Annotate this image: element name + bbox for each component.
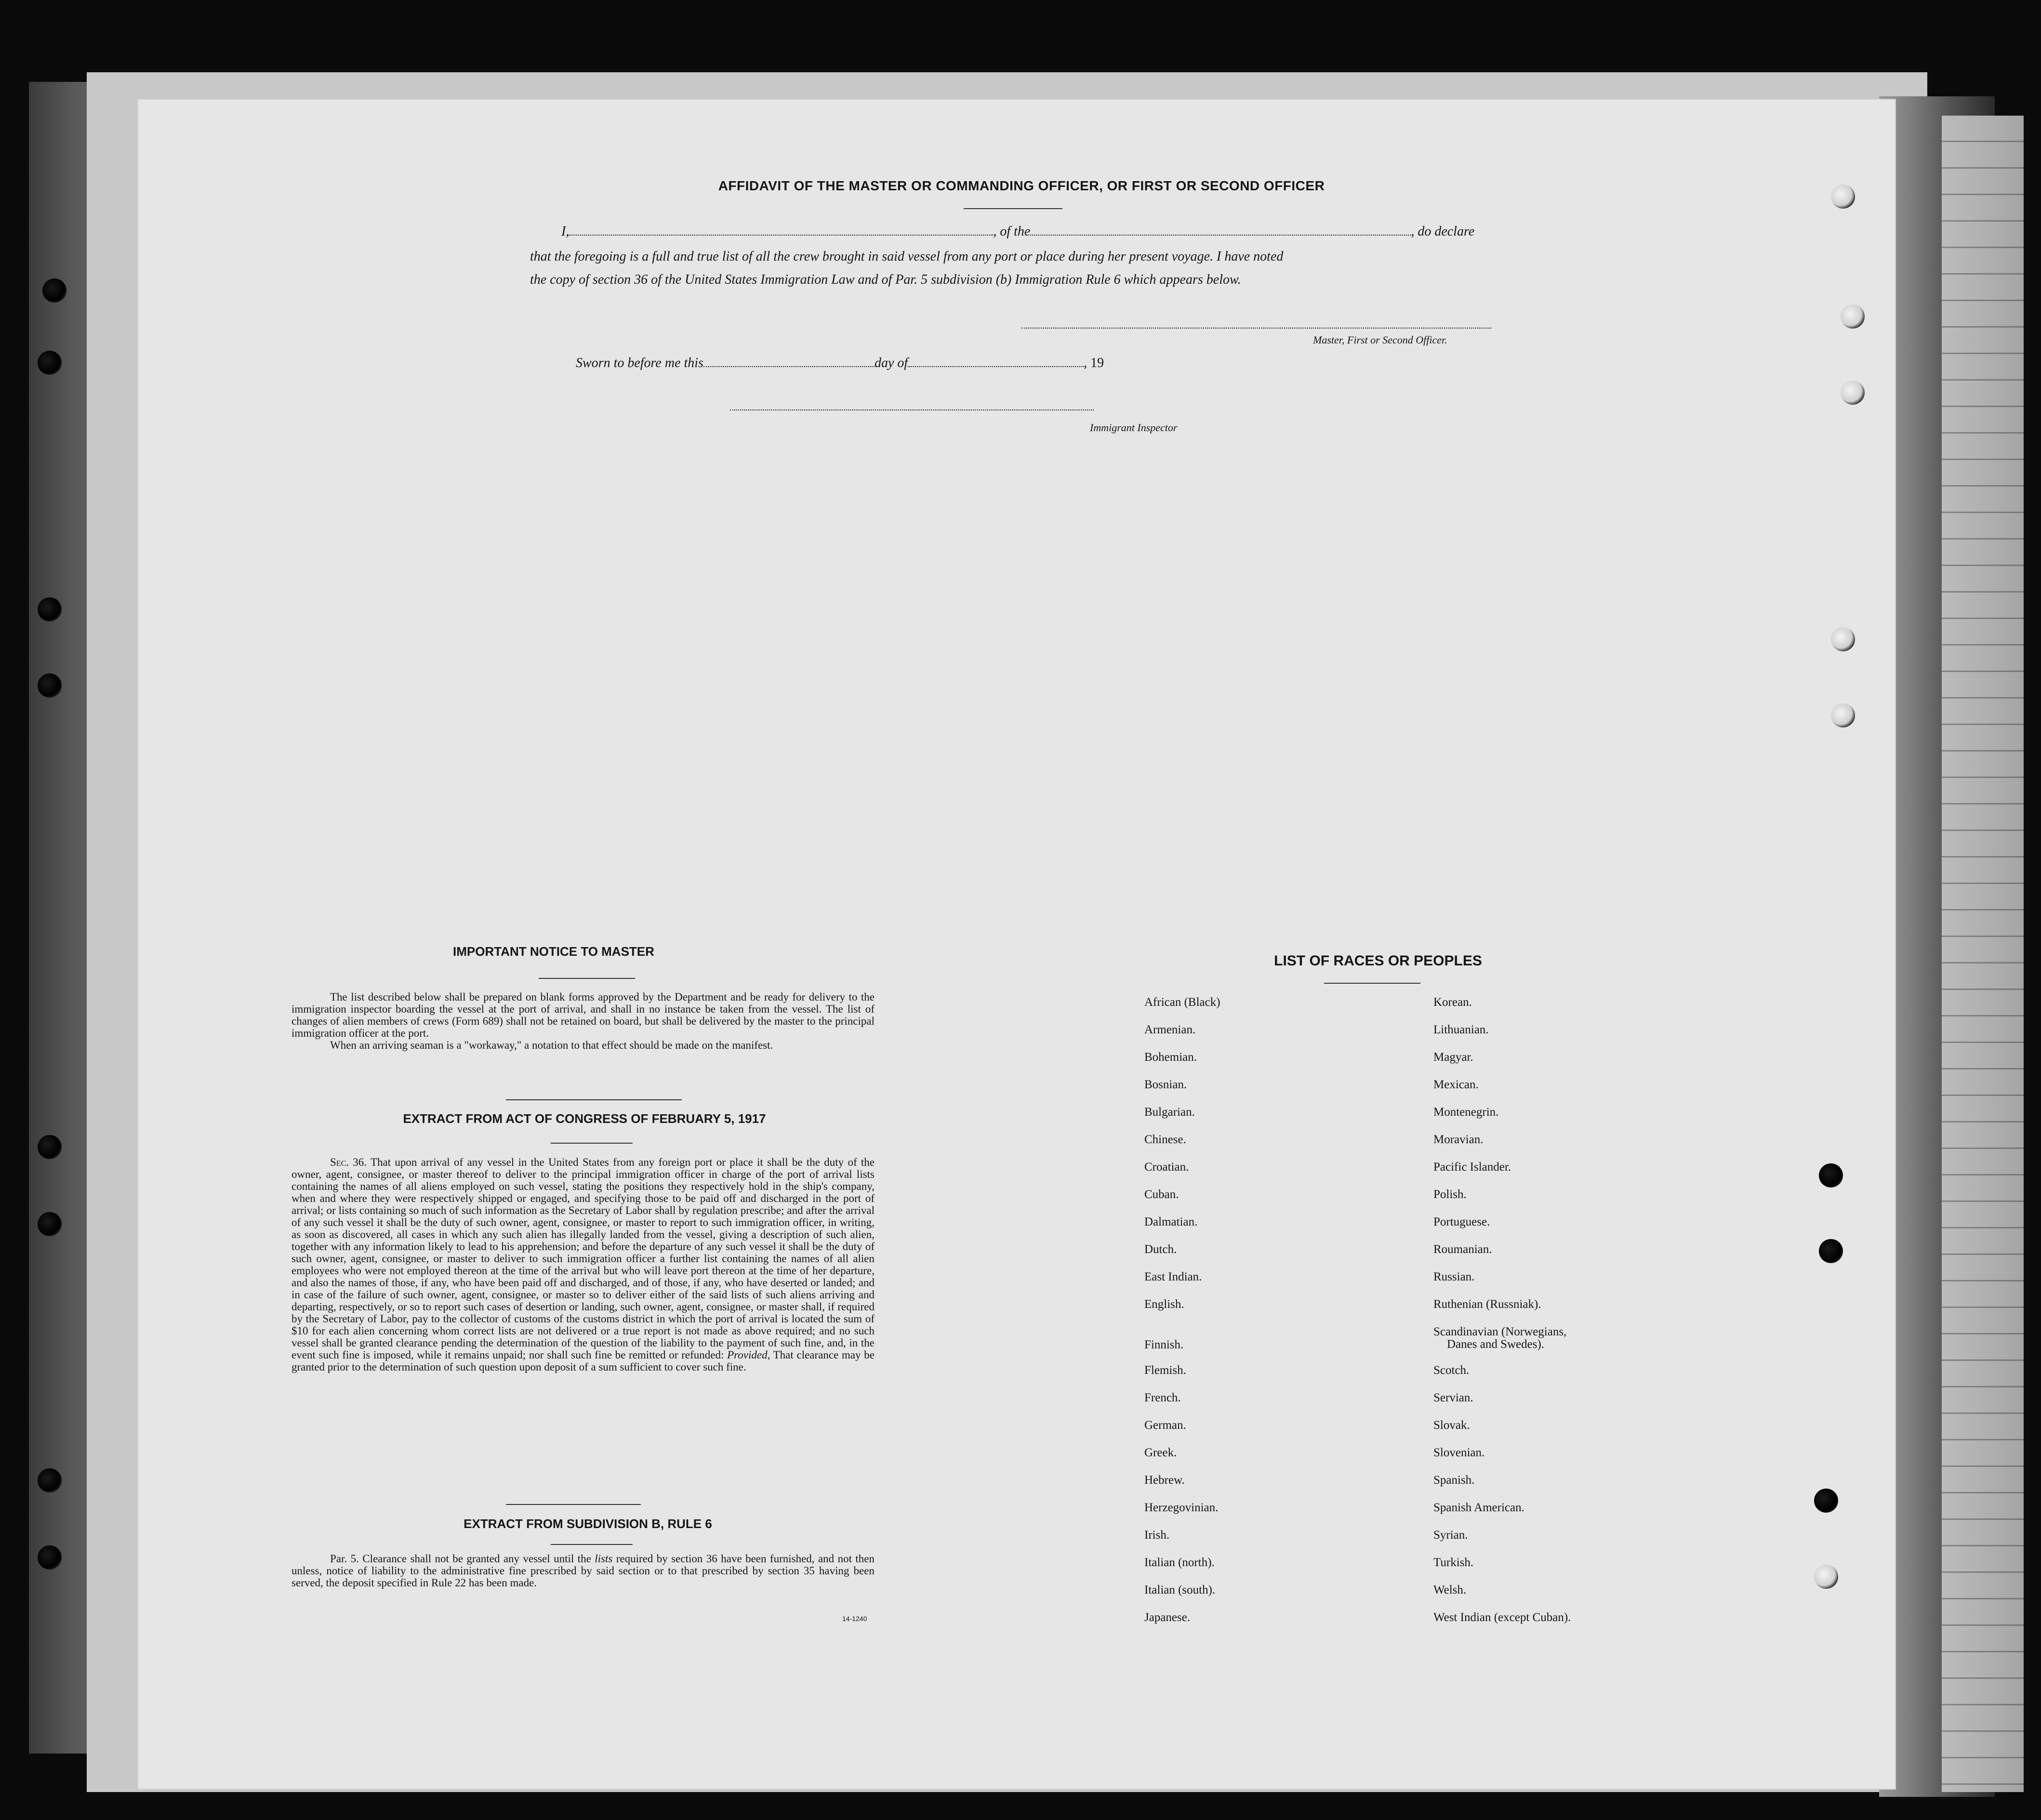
extract-rule-paragraph <box>292 1553 875 1589</box>
race-item <box>1144 1364 1220 1392</box>
race-item <box>1144 1447 1220 1474</box>
race-label-continued: Danes and Swedes). <box>1447 1338 1545 1351</box>
punch-hole <box>1841 304 1865 329</box>
extract-act-paragraph <box>292 1156 875 1373</box>
sworn-year: , 19 <box>1084 356 1104 370</box>
races-underline <box>1324 983 1420 984</box>
race-label: Greek. <box>1144 1446 1177 1459</box>
binder-hole <box>38 351 62 375</box>
punch-hole <box>1841 381 1865 405</box>
title-underline <box>964 208 1062 209</box>
binder-hole <box>42 278 66 303</box>
race-label: Pacific Islander. <box>1433 1161 1511 1174</box>
race-label: Polish. <box>1433 1188 1467 1201</box>
ledger-page-edge <box>1942 116 2024 1792</box>
lists-word: lists <box>595 1553 613 1565</box>
binder-hole <box>38 1545 62 1569</box>
race-item <box>1144 1134 1220 1161</box>
race-label: Chinese. <box>1144 1133 1186 1146</box>
race-item <box>1433 1584 1571 1611</box>
race-label: Croatian. <box>1144 1161 1189 1174</box>
race-item <box>1433 1298 1571 1326</box>
inspector-signature-label: Immigrant Inspector <box>1090 422 1178 434</box>
race-label: Scotch. <box>1433 1364 1470 1377</box>
race-label: Armenian. <box>1144 1023 1196 1036</box>
race-label: Korean. <box>1433 996 1472 1009</box>
race-label: Italian (south). <box>1144 1583 1216 1596</box>
race-label: Servian. <box>1433 1391 1473 1404</box>
races-left-column <box>1144 996 1220 1639</box>
extract-act-separator <box>506 1504 641 1505</box>
extract-act-body <box>292 1156 875 1373</box>
extract-rule-underline <box>551 1544 633 1545</box>
inspector-signature-line[interactable] <box>730 409 1094 411</box>
race-item <box>1433 1419 1571 1447</box>
race-label: Montenegrin. <box>1433 1106 1499 1119</box>
race-label: Herzegovinian. <box>1144 1501 1219 1514</box>
binder-hole <box>38 1135 62 1159</box>
race-label: English. <box>1144 1298 1184 1311</box>
extract-act-text-2: That clearance may be granted prior to the determination of such question upon deposit of a sum sufficient to cover such fine. <box>292 1349 875 1373</box>
race-item <box>1433 1079 1571 1106</box>
race-label: Syrian. <box>1433 1529 1468 1542</box>
race-label: Ruthenian (Russniak). <box>1433 1298 1541 1311</box>
race-label: Slovenian. <box>1433 1446 1485 1459</box>
race-item <box>1433 1024 1571 1051</box>
name-blank[interactable] <box>569 225 993 236</box>
race-item <box>1433 1134 1571 1161</box>
binder-hole <box>38 1468 62 1492</box>
notice-paragraph-1: The list described below shall be prepared on blank forms approved by the Department and be ready for delivery to the immigration inspector boarding the vessel at the port of arrival, and shall in no instance be taken from the vessel. The list of changes of alien members of crews (Form 689) shall not be retained on board, but shall be delivered by the master to the principal immigration officer at the port. <box>292 991 875 1039</box>
race-item <box>1144 1298 1220 1326</box>
race-label: African (Black) <box>1144 996 1220 1009</box>
punch-hole <box>1819 1239 1843 1263</box>
race-label: Irish. <box>1144 1529 1170 1542</box>
provided-word: Provided, <box>727 1349 770 1361</box>
notice-title: IMPORTANT NOTICE TO MASTER <box>453 944 654 959</box>
section-36-label: Sec. 36. <box>330 1156 367 1168</box>
race-item <box>1144 1106 1220 1134</box>
notice-paragraph-2: When an arriving seaman is a "workaway," a notation to that effect should be made on the manifest. <box>330 1039 773 1051</box>
race-label: Moravian. <box>1433 1133 1484 1146</box>
sworn-prefix: Sworn to before me this <box>576 356 703 370</box>
binder-hole <box>38 597 62 621</box>
race-label: Japanese. <box>1144 1611 1191 1624</box>
race-label: East Indian. <box>1144 1270 1202 1283</box>
race-label: Bulgarian. <box>1144 1106 1195 1119</box>
notice-separator <box>506 1099 682 1100</box>
race-label: Roumanian. <box>1433 1243 1492 1256</box>
race-item <box>1144 1079 1220 1106</box>
race-label: West Indian (except Cuban). <box>1433 1611 1571 1624</box>
race-label: Dalmatian. <box>1144 1215 1198 1228</box>
extract-act-text-1: That upon arrival of any vessel in the United States from any foreign port or place it shall be the duty of the owner, agent, consignee, or master thereof to deliver to the principal immigration officer in charge of the port of arrival lists containing the names of all aliens employed on such vessel, stating the positions they respectively hold in the ship's company, when and where they were respectively shipped or engaged, and specifying those to be paid off and discharged in the port of arrival; or lists containing so much of such information as the Secretary of Labor shall by regulation prescribe; and after the arrival of any such vessel it shall be the duty of such owner, agent, consignee, or master to report to such immigration officer, in writing, as soon as discovered, all cases in which any such alien has illegally landed from the vessel, giving a description of such alien, together with any information likely to lead to his apprehension; and before the departure of any such vessel it shall be the duty of such owner, agent, consignee, or master to deliver to such immigration officer a further list containing the names of all alien employees who were not employed thereon at the time of the arrival but who will leave port thereon at the time of her departure, and also the names of those, if any, who have been paid off and discharged, and of those, if any, who have deserted or landed; and in case of the failure of such owner, agent, consignee, or master so to deliver either of the said lists of such aliens arriving and departing, respectively, or so to report such cases of desertion or landing, such owner, agent, consignee, or master shall, if required by the Secretary of Labor, pay to the collector of customs of the customs district in which the port of arrival is located the sum of $10 for each alien concerning whom correct lists are not delivered or a true report is not made as above required; and no such vessel shall be granted clearance pending the determination of the question of the liability to the payment of such fine, and, in the event such fine is imposed, while it remains unpaid; nor shall such fine be remitted or refunded: <box>292 1156 875 1361</box>
race-item <box>1433 1326 1571 1364</box>
race-item <box>1433 1392 1571 1419</box>
affidavit-title: AFFIDAVIT OF THE MASTER OR COMMANDING OFFICER, OR FIRST OR SECOND OFFICER <box>718 178 1325 193</box>
affidavit-i-label: I, <box>561 224 570 239</box>
race-item <box>1433 1502 1571 1529</box>
race-label: German. <box>1144 1419 1186 1432</box>
binder-hole <box>38 1212 62 1236</box>
races-title: LIST OF RACES OR PEOPLES <box>1274 953 1482 969</box>
race-item <box>1144 1529 1220 1556</box>
race-item <box>1433 1106 1571 1134</box>
race-item <box>1144 1243 1220 1271</box>
race-label: Turkish. <box>1433 1556 1474 1569</box>
form-number: 14-1240 <box>842 1615 867 1622</box>
race-item <box>1144 1051 1220 1079</box>
race-label: Hebrew. <box>1144 1474 1185 1487</box>
notice-body <box>292 991 875 1051</box>
race-item <box>1144 1419 1220 1447</box>
race-item <box>1144 1326 1220 1364</box>
extract-rule-body <box>292 1553 875 1589</box>
extract-act-title: EXTRACT FROM ACT OF CONGRESS OF FEBRUARY 5, 1917 <box>403 1111 766 1126</box>
race-item <box>1433 1051 1571 1079</box>
race-item <box>1144 1584 1220 1611</box>
race-label: Bohemian. <box>1144 1051 1197 1064</box>
race-item <box>1433 1364 1571 1392</box>
punch-hole <box>1831 627 1855 651</box>
notice-underline <box>539 978 635 979</box>
race-item <box>1433 1243 1571 1271</box>
race-item <box>1433 1529 1571 1556</box>
race-item <box>1144 996 1220 1024</box>
binder-hole <box>38 673 62 698</box>
race-label: Finnish. <box>1144 1338 1184 1351</box>
race-label: Dutch. <box>1144 1243 1177 1256</box>
extract-rule-title: EXTRACT FROM SUBDIVISION B, RULE 6 <box>464 1517 712 1531</box>
race-label: French. <box>1144 1391 1181 1404</box>
race-label: Welsh. <box>1433 1583 1467 1596</box>
punch-hole <box>1831 185 1855 209</box>
race-label: Portuguese. <box>1433 1215 1490 1228</box>
sworn-day-of: day of <box>874 356 908 370</box>
vessel-blank[interactable] <box>1030 225 1411 236</box>
sworn-line <box>576 356 1104 371</box>
race-label: Magyar. <box>1433 1051 1473 1064</box>
affidavit-line-1 <box>561 224 1474 239</box>
extract-rule-text-2: required by section 36 have been furnished, and not then unless, notice of liability to the administrative fine prescribed by said section or to that prescribed by section 35 having been served, the deposit specified in Rule 22 has been made. <box>292 1553 875 1589</box>
race-label: Bosnian. <box>1144 1078 1187 1091</box>
races-right-column <box>1433 996 1571 1639</box>
race-item <box>1433 1271 1571 1298</box>
master-signature-line[interactable] <box>1021 328 1491 330</box>
race-item <box>1433 1556 1571 1584</box>
race-label: Scandinavian (Norwegians, <box>1433 1325 1567 1338</box>
affidavit-declare-label: , do declare <box>1411 224 1475 239</box>
race-label: Italian (north). <box>1144 1556 1215 1569</box>
race-label: Russian. <box>1433 1270 1475 1283</box>
race-item <box>1144 1188 1220 1216</box>
race-item <box>1433 996 1571 1024</box>
race-label: Lithuanian. <box>1433 1023 1489 1036</box>
race-label: Spanish American. <box>1433 1501 1524 1514</box>
affidavit-of-the-label: , of the <box>993 224 1031 239</box>
race-item <box>1433 1216 1571 1243</box>
race-item <box>1433 1161 1571 1188</box>
extract-rule-text-1: Par. 5. Clearance shall not be granted any vessel until the <box>330 1553 591 1565</box>
form-page <box>137 99 1896 1790</box>
race-item <box>1144 1474 1220 1502</box>
race-item <box>1144 1502 1220 1529</box>
punch-hole <box>1814 1565 1838 1589</box>
race-item <box>1433 1611 1571 1639</box>
race-label: Mexican. <box>1433 1078 1479 1091</box>
race-item <box>1144 1392 1220 1419</box>
punch-hole <box>1814 1489 1838 1513</box>
punch-hole <box>1819 1163 1843 1187</box>
race-item <box>1433 1188 1571 1216</box>
race-item <box>1144 1271 1220 1298</box>
race-item <box>1144 1161 1220 1188</box>
extract-act-underline <box>551 1143 633 1144</box>
punch-hole <box>1831 703 1855 727</box>
master-signature-label: Master, First or Second Officer. <box>1313 334 1447 346</box>
race-item <box>1144 1216 1220 1243</box>
race-item <box>1144 1556 1220 1584</box>
race-label: Cuban. <box>1144 1188 1179 1201</box>
race-item <box>1144 1611 1220 1639</box>
race-label: Spanish. <box>1433 1474 1475 1487</box>
affidavit-line-2: that the foregoing is a full and true list of all the crew brought in said vessel from any port or place during her present voyage. I have noted <box>530 249 1284 264</box>
race-item <box>1144 1024 1220 1051</box>
affidavit-line-3: the copy of section 36 of the United States Immigration Law and of Par. 5 subdivision (b) Immigration Rule 6 which appears below. <box>530 272 1241 287</box>
sworn-day-blank[interactable] <box>703 356 875 367</box>
race-label: Slovak. <box>1433 1419 1470 1432</box>
race-item <box>1433 1447 1571 1474</box>
sworn-month-blank[interactable] <box>908 356 1084 367</box>
race-label: Flemish. <box>1144 1364 1186 1377</box>
race-item <box>1433 1474 1571 1502</box>
